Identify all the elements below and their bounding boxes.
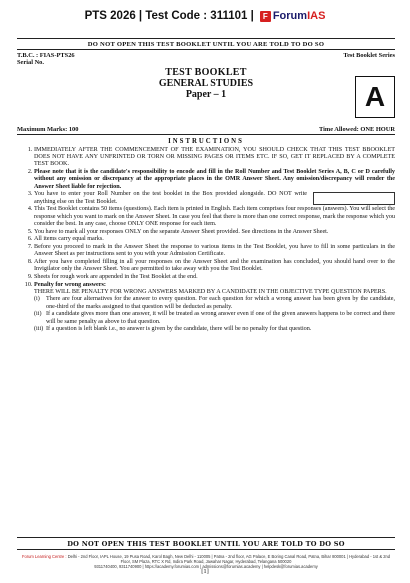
paper-title: Paper – 1: [185, 89, 227, 100]
marks-time-row: [17, 126, 395, 133]
series-letter-box: A: [355, 76, 395, 118]
booklet-meta-row: [17, 52, 395, 59]
test-booklet-cover: [17, 38, 395, 536]
page-header: [0, 0, 410, 32]
top-warning: DO NOT OPEN THIS TEST BOOKLET UNTIL YOU ARE TOLD TO DO SO: [87, 41, 325, 48]
roll-number-box[interactable]: [313, 192, 395, 205]
test-code-label: PTS 2026 | Test Code : 311101 |: [84, 10, 254, 22]
logo-brand: Forum: [272, 10, 308, 22]
series-label: Test Booklet Series: [343, 52, 395, 59]
tbc-code: T.B.C. : FIAS-PTS26: [17, 52, 75, 59]
booklet-title: TEST BOOKLET: [165, 67, 247, 78]
serial-row: [17, 59, 395, 66]
instructions-heading: INSTRUCTIONS: [168, 138, 244, 145]
instruction-item: 3. You have to enter your Roll Number on the test booklet in the Box provided alongside. DO NOT write anything else on the Test Booklet.: [34, 191, 395, 205]
instruction-item: 10. Penalty for wrong answers: THERE WILL BE PENALTY FOR WRONG ANSWERS MARKED BY A CANDIDATE IN THE OBJECTIVE TYPE QUESTION PAPERS. (i) There are four alternatives for the answer to every question. For each question for which a wrong answer has been given by the candidate, one-third of the marks assigned to that question will be deducted as penalty. (ii) If a candidate gives more than one answer, it will be treated as wrong answer even if one of the given answers happens to be correct and there will be same penalty as above to that question. (iii) If a question is left blank i.e., no answer is given by the candidate, there will be no penalty for that question.: [34, 282, 395, 334]
footer: [17, 537, 395, 550]
bottom-warning: DO NOT OPEN THIS TEST BOOKLET UNTIL YOU ARE TOLD TO DO SO: [67, 540, 345, 548]
instruction-item: 2. Please note that it is the candidate's responsibility to encode and fill in the Roll Number and Test Booklet Series A, B, C or D carefully without any omission or discrepancy at the appropriate places in the OMR Answer Sheet. Any omission/discrepancy will render the Answer Sheet liable for rejection.: [34, 169, 395, 191]
instruction-item: 4. This Test Booklet contains 50 items (questions). Each item is printed in English. Each item comprises four responses (answers). You will select the response which you want to mark on the Answer Sheet. In case you feel that there is more than one correct response, mark the response which you consider the best. In any case, choose ONLY ONE response for each item.: [34, 206, 395, 228]
penalty-item: (iii) If a question is left blank i.e., no answer is given by the candidate, there will be no penalty for that question.: [34, 326, 312, 333]
address-heading: Forum Learning Centre :: [21, 554, 67, 559]
logo-icon: F: [260, 11, 271, 22]
address-text: Delhi - 2nd Floor, IAPL House, 19 Pusa Road, Karol Bagh, New Delhi - 110005 | Patna - 2nd floor, AG Palace, E Boring Canal Road, Patna, Bihar 800001 | Hyderabad - 1st & 2nd Floor, SM Plaza, RTC X Rd, Indira Park Road, Jawahar Nagar, Hyderabad, Telangana 500020: [67, 554, 391, 565]
page-number: [1]: [201, 568, 209, 575]
logo-suffix: IAS: [307, 10, 326, 22]
contact-links: 9311740400, 9311740900 | https://academy.forumias.com | admissions@forumias.academy | helpdesk@forumias.academy: [94, 564, 318, 570]
title-block: [17, 66, 395, 126]
time-allowed: Time Allowed: ONE HOUR: [318, 126, 395, 133]
subject-title: GENERAL STUDIES: [158, 78, 254, 89]
penalty-item: (ii) If a candidate gives more than one answer, it will be treated as wrong answer even if one of the given answers happens to be correct and there will be same penalty as above to that question.: [34, 311, 395, 325]
instruction-item: 5. You have to mark all your responses ONLY on the separate Answer Sheet provided. See directions in the Answer Sheet.: [34, 229, 395, 236]
penalty-item: (i) There are four alternatives for the answer to every question. For each question for which a wrong answer has been given by the candidate, one-third of the marks assigned to that question will be deducted as penalty.: [34, 296, 395, 310]
forumias-logo: [260, 10, 326, 22]
instruction-item: 7. Before you proceed to mark in the Answer Sheet the response to various items in the Test Booklet, you have to fill in some particulars in the Answer Sheet as per instructions sent to you with your Admission Certificate.: [34, 244, 395, 258]
instruction-item: 1. IMMEDIATELY AFTER THE COMMENCEMENT OF THE EXAMINATION, YOU SHOULD CHECK THAT THIS TEST BBOOKLET DOES NOT HAVE ANY UNFRINTED OR TORN OR MISSING PAGES OR ITEMS ETC. IF SO, GET IT REPLACED BY A COMPLETE TEST BOOK.: [34, 147, 395, 169]
maximum-marks: Maximum Marks: 100: [17, 126, 79, 133]
penalty-list: [34, 296, 395, 333]
instruction-item: 8. After you have completed filling in all your responses on the Answer Sheet and the examination has concluded, you should hand over to the Invigilator only the Answer Sheet. You are permitted to take away with you the Test Booklet.: [34, 259, 395, 273]
penalty-heading: THERE WILL BE PENALTY FOR WRONG ANSWERS MARKED BY A CANDIDATE IN THE OBJECTIVE TYPE QUESTION PAPERS.: [34, 289, 387, 296]
instructions-list: [17, 147, 395, 334]
instruction-item: 6. All items carry equal marks.: [34, 236, 395, 243]
marks-divider: [17, 134, 395, 135]
instruction-item: 9. Sheets for rough work are appended in the Test Booklet at the end.: [34, 274, 395, 281]
warning-divider: [17, 49, 395, 50]
serial-number-label: Serial No.: [17, 59, 44, 66]
